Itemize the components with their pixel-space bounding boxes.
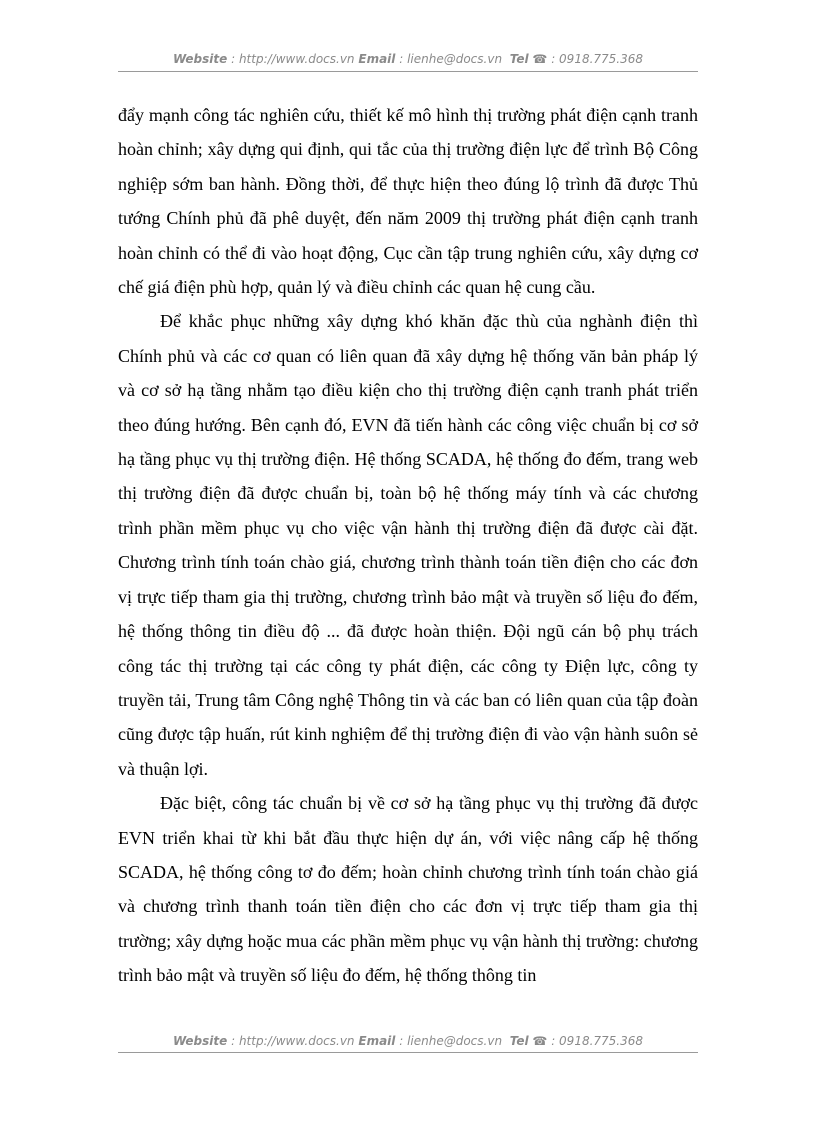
page-footer — [118, 1034, 698, 1048]
header-tel-value: : 0918.775.368 — [547, 52, 644, 66]
footer-email-sep: : — [395, 1034, 408, 1048]
footer-email-link[interactable]: lienhe@docs.vn — [407, 1034, 503, 1048]
phone-icon: ☎ — [532, 1034, 548, 1048]
footer-tel-value: : 0918.775.368 — [547, 1034, 644, 1048]
header-email-sep: : — [395, 52, 408, 66]
footer-website-label: Website — [172, 1034, 228, 1048]
header-website-label: Website — [172, 52, 228, 66]
header-email-link[interactable]: lienhe@docs.vn — [407, 52, 503, 66]
header-email-label: Email — [358, 52, 396, 66]
header-website-link[interactable]: http://www.docs.vn — [238, 52, 355, 66]
paragraph-2: Để khắc phục những xây dựng khó khăn đặc thù của nghành điện thì Chính phủ và các cơ quan có liên quan đã xây dựng hệ thống văn bản pháp lý và cơ sở hạ tầng nhằm tạo điều kiện cho thị trường điện cạnh tranh phát triển theo đúng hướng. Bên cạnh đó, EVN đã tiến hành các công việc chuẩn bị cơ sở hạ tầng phục vụ thị trường điện. Hệ thống SCADA, hệ thống đo đếm, trang web thị trường điện đã được chuẩn bị, toàn bộ hệ thống máy tính và các chương trình phần mềm phục vụ cho việc vận hành thị trường điện đã được cài đặt. Chương trình tính toán chào giá, chương trình thành toán tiền điện cho các đơn vị trực tiếp tham gia thị trường, chương trình bảo mật và truyền số liệu đo đếm, hệ thống thông tin điều độ ... đã được hoàn thiện. Đội ngũ cán bộ phụ trách công tác thị trường tại các công ty phát điện, các công ty Điện lực, công ty truyền tải, Trung tâm Công nghệ Thông tin và các ban có liên quan của tập đoàn cũng được tập huấn, rút kinh nghiệm để thị trường điện đi vào vận hành suôn sẻ và thuận lợi. — [118, 311, 698, 779]
phone-icon: ☎ — [532, 52, 548, 66]
footer-tel-label: Tel — [509, 1034, 529, 1048]
header-divider — [118, 71, 698, 72]
footer-website-link[interactable]: http://www.docs.vn — [238, 1034, 355, 1048]
header-tel-label: Tel — [509, 52, 529, 66]
header-website-sep: : — [227, 52, 239, 66]
footer-divider — [118, 1052, 698, 1053]
document-body — [118, 98, 698, 993]
paragraph-3: Đặc biệt, công tác chuẩn bị về cơ sở hạ tầng phục vụ thị trường đã được EVN triển khai từ khi bắt đầu thực hiện dự án, với việc nâng cấp hệ thống SCADA, hệ thống công tơ đo đếm; hoàn chỉnh chương trình tính toán chào giá và chương trình thanh toán tiền điện cho các đơn vị trực tiếp tham gia thị trường; xây dựng hoặc mua các phần mềm phục vụ vận hành thị trường: chương trình bảo mật và truyền số liệu đo đếm, hệ thống thông tin — [118, 793, 698, 986]
page-header — [118, 52, 698, 66]
paragraph-1: đẩy mạnh công tác nghiên cứu, thiết kế mô hình thị trường phát điện cạnh tranh hoàn chỉnh; xây dựng qui định, qui tắc của thị trường điện lực để trình Bộ Công nghiệp sớm ban hành. Đồng thời, để thực hiện theo đúng lộ trình đã được Thủ tướng Chính phủ đã phê duyệt, đến năm 2009 thị trường phát điện cạnh tranh hoàn chỉnh có thể đi vào hoạt động, Cục cần tập trung nghiên cứu, xây dựng cơ chế giá điện phù hợp, quản lý và điều chỉnh các quan hệ cung cầu. — [118, 105, 698, 298]
footer-email-label: Email — [358, 1034, 396, 1048]
footer-website-sep: : — [227, 1034, 239, 1048]
